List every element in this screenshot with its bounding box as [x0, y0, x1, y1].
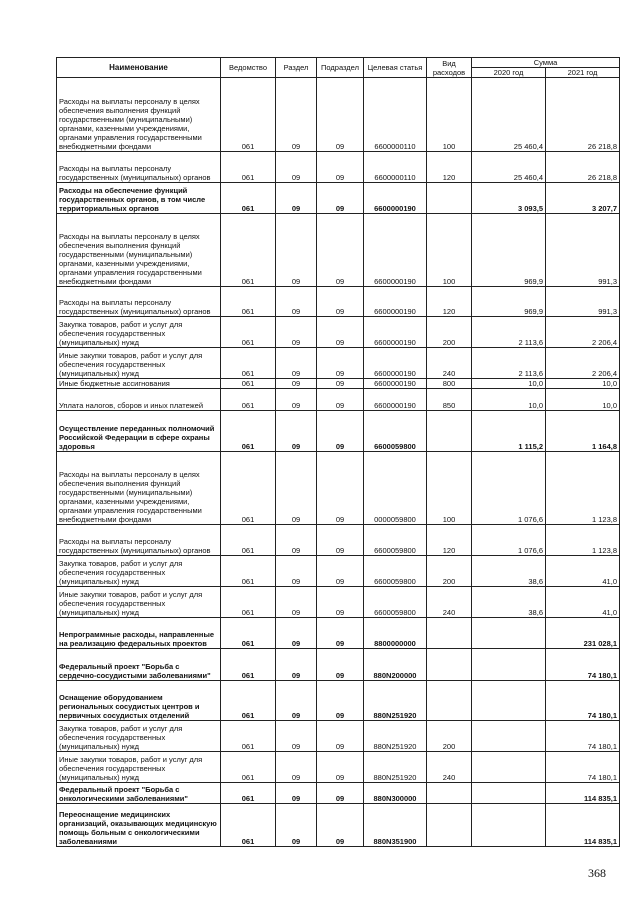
cell-vedomstvo: 061 — [221, 752, 276, 783]
cell-podrazdel: 09 — [317, 556, 364, 587]
table-row — [57, 152, 620, 183]
cell-podrazdel: 09 — [317, 411, 364, 452]
cell-podrazdel: 09 — [317, 452, 364, 525]
cell-vid: 240 — [427, 587, 472, 618]
cell-target: 6600000190 — [364, 317, 427, 348]
cell-razdel: 09 — [276, 804, 317, 847]
cell-name: Осуществление переданных полномочий Российской Федерации в сфере охраны здоровья — [57, 411, 221, 452]
cell-razdel: 09 — [276, 348, 317, 379]
cell-sum-2020: 10,0 — [472, 379, 546, 389]
cell-target: 6600000190 — [364, 287, 427, 317]
table-row — [57, 618, 620, 649]
cell-target: 6600059800 — [364, 411, 427, 452]
cell-razdel: 09 — [276, 78, 317, 152]
table-row — [57, 752, 620, 783]
cell-sum-2020 — [472, 783, 546, 804]
cell-sum-2020: 2 113,6 — [472, 317, 546, 348]
cell-razdel: 09 — [276, 649, 317, 681]
table-row — [57, 452, 620, 525]
cell-razdel: 09 — [276, 618, 317, 649]
cell-sum-2020 — [472, 752, 546, 783]
cell-target: 6600000190 — [364, 389, 427, 411]
cell-name: Федеральный проект "Борьба с онкологическими заболеваниями" — [57, 783, 221, 804]
cell-vedomstvo: 061 — [221, 183, 276, 214]
cell-razdel: 09 — [276, 556, 317, 587]
cell-target: 6600000190 — [364, 379, 427, 389]
cell-name: Расходы на выплаты персоналу государственных (муниципальных) органов — [57, 287, 221, 317]
cell-name: Расходы на выплаты персоналу государственных (муниципальных) органов — [57, 525, 221, 556]
cell-razdel: 09 — [276, 452, 317, 525]
table-row — [57, 379, 620, 389]
cell-vid: 200 — [427, 721, 472, 752]
cell-sum-2020 — [472, 649, 546, 681]
cell-sum-2020 — [472, 681, 546, 721]
cell-vedomstvo: 061 — [221, 721, 276, 752]
cell-target: 6600000110 — [364, 78, 427, 152]
table-row — [57, 214, 620, 287]
cell-podrazdel: 09 — [317, 78, 364, 152]
cell-vid — [427, 411, 472, 452]
cell-sum-2021: 231 028,1 — [546, 618, 620, 649]
cell-vid: 850 — [427, 389, 472, 411]
cell-razdel: 09 — [276, 317, 317, 348]
cell-target: 880N251920 — [364, 752, 427, 783]
cell-target: 880N251920 — [364, 681, 427, 721]
table-row — [57, 804, 620, 847]
cell-sum-2021: 2 206,4 — [546, 348, 620, 379]
cell-vid — [427, 649, 472, 681]
cell-vid: 240 — [427, 348, 472, 379]
col-2021-header: 2021 год — [546, 68, 620, 78]
col-vid-header: Вид расходов — [427, 58, 472, 78]
cell-name: Закупка товаров, работ и услуг для обеспечения государственных (муниципальных) нужд — [57, 721, 221, 752]
cell-podrazdel: 09 — [317, 317, 364, 348]
cell-razdel: 09 — [276, 411, 317, 452]
table-row — [57, 525, 620, 556]
table-row — [57, 783, 620, 804]
cell-sum-2020: 1 076,6 — [472, 452, 546, 525]
cell-sum-2020: 1 076,6 — [472, 525, 546, 556]
cell-sum-2020: 1 115,2 — [472, 411, 546, 452]
cell-vedomstvo: 061 — [221, 452, 276, 525]
cell-vedomstvo: 061 — [221, 214, 276, 287]
cell-sum-2021: 74 180,1 — [546, 752, 620, 783]
cell-sum-2021: 41,0 — [546, 556, 620, 587]
cell-target: 0000059800 — [364, 452, 427, 525]
cell-vedomstvo: 061 — [221, 379, 276, 389]
cell-vid — [427, 618, 472, 649]
cell-name: Непрограммные расходы, направленные на реализацию федеральных проектов — [57, 618, 221, 649]
cell-target: 880N351900 — [364, 804, 427, 847]
cell-razdel: 09 — [276, 525, 317, 556]
cell-name: Расходы на выплаты персоналу в целях обеспечения выполнения функций государственными (муниципальными) органами, казенными учреждениями, органами управления государственными внебюджетными фондами — [57, 452, 221, 525]
cell-podrazdel: 09 — [317, 649, 364, 681]
table-row — [57, 587, 620, 618]
cell-podrazdel: 09 — [317, 783, 364, 804]
cell-vedomstvo: 061 — [221, 348, 276, 379]
cell-sum-2020 — [472, 721, 546, 752]
cell-vedomstvo: 061 — [221, 389, 276, 411]
cell-podrazdel: 09 — [317, 618, 364, 649]
col-2020-header: 2020 год — [472, 68, 546, 78]
cell-vedomstvo: 061 — [221, 78, 276, 152]
cell-name: Иные закупки товаров, работ и услуг для обеспечения государственных (муниципальных) нужд — [57, 752, 221, 783]
cell-podrazdel: 09 — [317, 389, 364, 411]
cell-vid: 240 — [427, 752, 472, 783]
table-row — [57, 287, 620, 317]
cell-sum-2020: 38,6 — [472, 587, 546, 618]
header-row — [57, 58, 620, 68]
cell-sum-2021: 114 835,1 — [546, 783, 620, 804]
cell-sum-2021: 26 218,8 — [546, 152, 620, 183]
cell-name: Расходы на выплаты персоналу в целях обеспечения выполнения функций государственными (муниципальными) органами, казенными учреждениями, органами управления государственными внебюджетными фондами — [57, 214, 221, 287]
cell-vedomstvo: 061 — [221, 411, 276, 452]
cell-razdel: 09 — [276, 152, 317, 183]
cell-razdel: 09 — [276, 183, 317, 214]
cell-sum-2020: 3 093,5 — [472, 183, 546, 214]
cell-podrazdel: 09 — [317, 152, 364, 183]
cell-vid: 200 — [427, 317, 472, 348]
cell-podrazdel: 09 — [317, 752, 364, 783]
cell-target: 8800000000 — [364, 618, 427, 649]
col-razdel-header: Раздел — [276, 58, 317, 78]
cell-vedomstvo: 061 — [221, 804, 276, 847]
cell-sum-2021: 1 164,8 — [546, 411, 620, 452]
cell-vedomstvo: 061 — [221, 525, 276, 556]
cell-name: Иные закупки товаров, работ и услуг для обеспечения государственных (муниципальных) нужд — [57, 587, 221, 618]
cell-target: 6600059800 — [364, 587, 427, 618]
cell-podrazdel: 09 — [317, 587, 364, 618]
cell-name: Федеральный проект "Борьба с сердечно-сосудистыми заболеваниями" — [57, 649, 221, 681]
cell-sum-2020: 25 460,4 — [472, 152, 546, 183]
cell-name: Расходы на выплаты персоналу в целях обеспечения выполнения функций государственными (муниципальными) органами, казенными учреждениями, органами управления государственными внебюджетными фондами — [57, 78, 221, 152]
cell-sum-2020: 2 113,6 — [472, 348, 546, 379]
cell-vid: 200 — [427, 556, 472, 587]
cell-target: 880N251920 — [364, 721, 427, 752]
cell-sum-2021: 10,0 — [546, 379, 620, 389]
cell-vid — [427, 183, 472, 214]
cell-sum-2020: 38,6 — [472, 556, 546, 587]
cell-sum-2020: 969,9 — [472, 214, 546, 287]
cell-target: 880N300000 — [364, 783, 427, 804]
cell-sum-2020 — [472, 804, 546, 847]
cell-target: 6600000190 — [364, 183, 427, 214]
table-row — [57, 681, 620, 721]
cell-razdel: 09 — [276, 379, 317, 389]
cell-sum-2021: 26 218,8 — [546, 78, 620, 152]
cell-podrazdel: 09 — [317, 183, 364, 214]
cell-sum-2021: 74 180,1 — [546, 681, 620, 721]
table-body — [57, 78, 620, 847]
cell-sum-2021: 74 180,1 — [546, 649, 620, 681]
cell-podrazdel: 09 — [317, 214, 364, 287]
cell-razdel: 09 — [276, 721, 317, 752]
cell-sum-2020: 969,9 — [472, 287, 546, 317]
col-target-header: Целевая статья — [364, 58, 427, 78]
budget-table — [56, 57, 620, 847]
cell-sum-2021: 41,0 — [546, 587, 620, 618]
cell-podrazdel: 09 — [317, 287, 364, 317]
cell-vedomstvo: 061 — [221, 317, 276, 348]
cell-razdel: 09 — [276, 389, 317, 411]
cell-name: Уплата налогов, сборов и иных платежей — [57, 389, 221, 411]
cell-razdel: 09 — [276, 587, 317, 618]
col-vedomstvo-header: Ведомство — [221, 58, 276, 78]
cell-name: Закупка товаров, работ и услуг для обеспечения государственных (муниципальных) нужд — [57, 556, 221, 587]
cell-vedomstvo: 061 — [221, 618, 276, 649]
cell-target: 6600000190 — [364, 348, 427, 379]
table-row — [57, 78, 620, 152]
cell-sum-2020: 25 460,4 — [472, 78, 546, 152]
table-row — [57, 649, 620, 681]
cell-vedomstvo: 061 — [221, 287, 276, 317]
table-row — [57, 721, 620, 752]
cell-podrazdel: 09 — [317, 379, 364, 389]
cell-name: Иные бюджетные ассигнования — [57, 379, 221, 389]
cell-vid: 800 — [427, 379, 472, 389]
cell-vedomstvo: 061 — [221, 783, 276, 804]
cell-target: 6600000190 — [364, 214, 427, 287]
cell-vid: 100 — [427, 78, 472, 152]
cell-target: 6600059800 — [364, 525, 427, 556]
cell-name: Оснащение оборудованием региональных сосудистых центров и первичных сосудистых отделений — [57, 681, 221, 721]
cell-vedomstvo: 061 — [221, 556, 276, 587]
cell-podrazdel: 09 — [317, 348, 364, 379]
cell-sum-2021: 2 206,4 — [546, 317, 620, 348]
page-number: 368 — [588, 866, 606, 880]
cell-podrazdel: 09 — [317, 681, 364, 721]
cell-razdel: 09 — [276, 752, 317, 783]
table-row — [57, 183, 620, 214]
cell-name: Переоснащение медицинских организаций, оказывающих медицинскую помощь больным с онкологическими заболеваниями — [57, 804, 221, 847]
table-row — [57, 411, 620, 452]
table-row — [57, 317, 620, 348]
cell-sum-2021: 74 180,1 — [546, 721, 620, 752]
cell-vid — [427, 681, 472, 721]
cell-sum-2021: 991,3 — [546, 287, 620, 317]
table-row — [57, 348, 620, 379]
cell-razdel: 09 — [276, 287, 317, 317]
table-row — [57, 389, 620, 411]
col-name-header: Наименование — [57, 58, 221, 78]
cell-vedomstvo: 061 — [221, 152, 276, 183]
cell-target: 880N200000 — [364, 649, 427, 681]
cell-sum-2021: 3 207,7 — [546, 183, 620, 214]
cell-name: Закупка товаров, работ и услуг для обеспечения государственных (муниципальных) нужд — [57, 317, 221, 348]
cell-sum-2021: 1 123,8 — [546, 452, 620, 525]
cell-podrazdel: 09 — [317, 525, 364, 556]
cell-vedomstvo: 061 — [221, 649, 276, 681]
cell-vid — [427, 804, 472, 847]
cell-sum-2021: 1 123,8 — [546, 525, 620, 556]
col-sum-header: Сумма — [472, 58, 620, 68]
cell-vid: 100 — [427, 214, 472, 287]
cell-sum-2020 — [472, 618, 546, 649]
cell-sum-2021: 991,3 — [546, 214, 620, 287]
cell-vid: 100 — [427, 452, 472, 525]
cell-razdel: 09 — [276, 783, 317, 804]
cell-sum-2021: 114 835,1 — [546, 804, 620, 847]
table-row — [57, 556, 620, 587]
cell-vid: 120 — [427, 152, 472, 183]
col-podrazdel-header: Подраздел — [317, 58, 364, 78]
cell-podrazdel: 09 — [317, 721, 364, 752]
cell-target: 6600000110 — [364, 152, 427, 183]
cell-razdel: 09 — [276, 681, 317, 721]
cell-podrazdel: 09 — [317, 804, 364, 847]
cell-name: Расходы на обеспечение функций государственных органов, в том числе территориальных органов — [57, 183, 221, 214]
cell-vedomstvo: 061 — [221, 681, 276, 721]
cell-sum-2020: 10,0 — [472, 389, 546, 411]
cell-vid — [427, 783, 472, 804]
cell-vedomstvo: 061 — [221, 587, 276, 618]
cell-name: Расходы на выплаты персоналу государственных (муниципальных) органов — [57, 152, 221, 183]
cell-sum-2021: 10,0 — [546, 389, 620, 411]
cell-target: 6600059800 — [364, 556, 427, 587]
cell-vid: 120 — [427, 525, 472, 556]
cell-vid: 120 — [427, 287, 472, 317]
cell-name: Иные закупки товаров, работ и услуг для обеспечения государственных (муниципальных) нужд — [57, 348, 221, 379]
cell-razdel: 09 — [276, 214, 317, 287]
